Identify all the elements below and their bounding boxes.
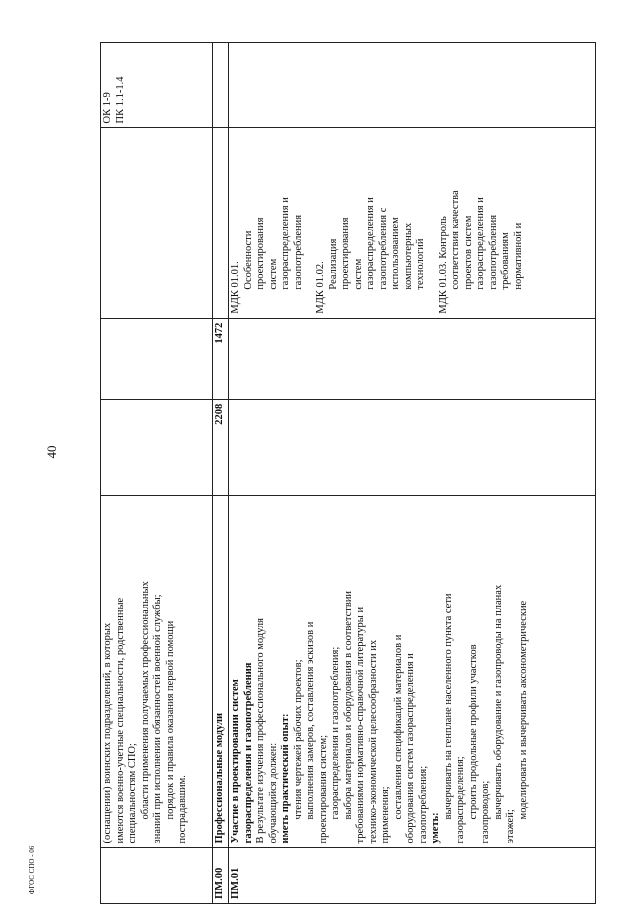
- pm01-title-line: газораспределения и газопотребления: [242, 662, 254, 844]
- page-number: 40: [44, 445, 59, 459]
- text-line: знаний при исполнении обязанностей военной службы;: [152, 594, 163, 844]
- cell-pm01-content: [229, 495, 596, 848]
- text-line: специальностям СПО;: [127, 743, 138, 844]
- pm01-practice-line: требованиями нормативно-справочной литературы и: [355, 606, 366, 844]
- pm01-skills-line: вычерчивать на генплане населенного пункта сети: [442, 593, 454, 820]
- mdk-0103: [438, 132, 526, 313]
- mdk-line: МДК 01.03. Контроль: [437, 216, 449, 314]
- mdk-line: соответствия качества: [450, 190, 461, 290]
- mdk-line: использованием: [390, 217, 401, 290]
- cell-pm00-max-hours: 2208: [213, 399, 229, 495]
- curriculum-table: [100, 42, 596, 904]
- mdk-line: проектирования: [340, 217, 351, 290]
- mdk-line: технологий: [415, 238, 426, 290]
- competence-pk: ПК 1.1-1.4: [114, 76, 126, 124]
- text-line: (оснащении) воинских подразделений, в которых: [102, 622, 113, 844]
- mdk-line: компьютерных: [402, 222, 414, 290]
- mdk-line: нормативной и: [512, 222, 524, 290]
- pm01-practice-line: чтения чертежей рабочих проектов;: [292, 659, 304, 820]
- mdk-line: газораспределения и: [475, 197, 486, 290]
- mdk-line: газопотребления: [292, 214, 304, 290]
- pm01-practice-line: применения;: [380, 786, 391, 844]
- pm01-intro-line: В результате изучения профессионального модуля: [255, 618, 266, 844]
- pm01-intro-line: обучающийся должен:: [267, 742, 279, 844]
- mdk-line: проектирования: [255, 217, 266, 290]
- cell-pm00-mdk-empty: [213, 128, 229, 318]
- mdk-line: систем: [352, 258, 364, 290]
- table-row-header: [213, 43, 229, 904]
- pm01-skills-line: моделировать и вычерчивать аксонометрические: [517, 600, 529, 820]
- text-line: порядок и правила оказания первой помощи: [164, 620, 176, 820]
- cell-pm01-max-empty: [229, 399, 596, 495]
- pm01-practice-line: составления спецификаций материалов и: [392, 634, 404, 820]
- cell-competences: [101, 43, 213, 128]
- pm01-skills-line: газораспределения;: [455, 756, 466, 844]
- pm01-practice-line: газопотребления;: [417, 765, 429, 844]
- pm01-practice-line: газораспределения и газопотребления;: [330, 646, 341, 820]
- table-row-top: [101, 43, 213, 904]
- text-line: области применения получаемых профессиональных: [139, 581, 151, 820]
- cell-top-content: [101, 495, 213, 848]
- mdk-line: газопотребления с: [377, 207, 389, 290]
- cell-req-empty: [101, 318, 213, 399]
- table-row-pm01: [229, 43, 596, 904]
- mdk-line: МДК 01.01.: [230, 261, 241, 314]
- pm01-practice-line: технико-экономической целесообразности их: [367, 639, 379, 844]
- mdk-line: требованиям: [500, 232, 511, 290]
- mdk-line: газораспределения и: [365, 197, 376, 290]
- rotated-table-area: [100, 42, 640, 899]
- pm01-skills-line: газопроводов;: [480, 780, 491, 844]
- mdk-0101: [230, 132, 305, 313]
- pm01-practice-label: иметь практический опыт:: [280, 713, 291, 844]
- mdk-line: газопотребления: [487, 214, 499, 290]
- pm01-practice-line: выбора материалов и оборудования в соответствии: [342, 590, 354, 820]
- text-line: имеются военно-учетные специальности, родственные: [114, 597, 126, 844]
- pm01-title-line: Участие в проектировании систем: [230, 679, 241, 844]
- pm01-practice-line: проектирования систем;: [317, 734, 329, 844]
- cell-pm01-mdk: [229, 128, 596, 318]
- pm01-skills-line: вычерчивать оборудование и газопроводы на планах: [492, 584, 504, 820]
- text-line: пострадавшим.: [177, 775, 188, 844]
- mdk-0102: [315, 132, 428, 313]
- cell-pm00-title: Профессиональные модули: [213, 495, 229, 848]
- mdk-line: МДК 01.02.: [315, 261, 326, 314]
- cell-max-empty: [101, 399, 213, 495]
- mdk-line: проектов систем: [462, 215, 474, 290]
- cell-code-empty: [101, 848, 213, 904]
- cell-pm01-code: ПМ.01: [229, 848, 596, 904]
- footer-standard-code: ФГОС СПО - 06: [28, 845, 36, 895]
- pm01-practice-line: выполнения замеров, составления эскизов и: [305, 621, 316, 820]
- pm01-skills-label: уметь:: [430, 812, 441, 844]
- cell-mdk-empty: [101, 128, 213, 318]
- cell-pm00-comp-empty: [213, 43, 229, 128]
- cell-pm01-req-empty: [229, 318, 596, 399]
- pm01-skills-line: строить продольные профили участков: [467, 644, 479, 820]
- mdk-line: Особенности: [242, 230, 254, 290]
- pm01-practice-line: оборудования систем газораспределения и: [405, 653, 416, 844]
- cell-pm00-code: ПМ.00: [213, 848, 229, 904]
- pm01-skills-line: этажей;: [505, 809, 516, 844]
- cell-pm01-comp-empty: [229, 43, 596, 128]
- mdk-line: Реализация: [327, 238, 339, 290]
- mdk-line: газораспределения и: [280, 197, 291, 290]
- cell-pm00-required-hours: 1472: [213, 318, 229, 399]
- mdk-line: систем: [267, 258, 279, 290]
- competence-ok: ОК 1-9: [102, 92, 113, 124]
